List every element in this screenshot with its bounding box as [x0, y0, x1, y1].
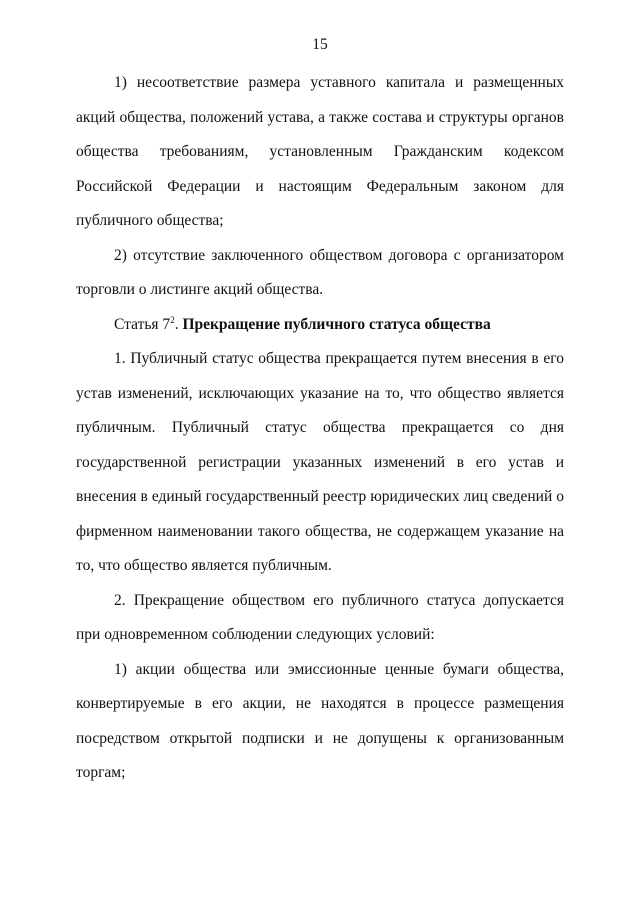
paragraph-condition-1: 1) несоответствие размера уставного капитала и размещенных акций общества, положений устава, а также состава и структуры органов общества требованиям, установленным Гражданским кодексом Российской Федерации и настоящим Федеральным законом для публичного общества; — [76, 74, 564, 229]
paragraph-clause-2: 2. Прекращение обществом его публичного статуса допускается при одновременном соблюдении следующих условий: — [76, 591, 564, 643]
article-number: Статья 7 — [114, 315, 171, 333]
article-number-superscript: 2 — [170, 314, 175, 325]
article-heading — [76, 308, 564, 343]
paragraph-subclause-1: 1) акции общества или эмиссионные ценные бумаги общества, конвертируемые в его акции, не находятся в процессе размещения посредством открытой подписки и не допущены к организованным торгам; — [76, 660, 564, 781]
paragraph-clause-1: 1. Публичный статус общества прекращается путем внесения в его устав изменений, исключающих указание на то, что общество является публичным. Публичный статус общества прекращается со дня государственной регистрации указанных изменений в его устав и внесения в единый государственный реестр юридических лиц сведений о фирменном наименовании такого общества, не содержащем указание на то, что общество является публичным. — [76, 350, 564, 574]
document-body — [76, 66, 564, 791]
paragraph-condition-2: 2) отсутствие заключенного обществом договора с организатором торговли о листинге акций общества. — [76, 246, 564, 298]
article-heading-separator: . — [174, 315, 183, 333]
page-number: 15 — [312, 36, 328, 53]
article-title: Прекращение публичного статуса общества — [182, 315, 491, 333]
